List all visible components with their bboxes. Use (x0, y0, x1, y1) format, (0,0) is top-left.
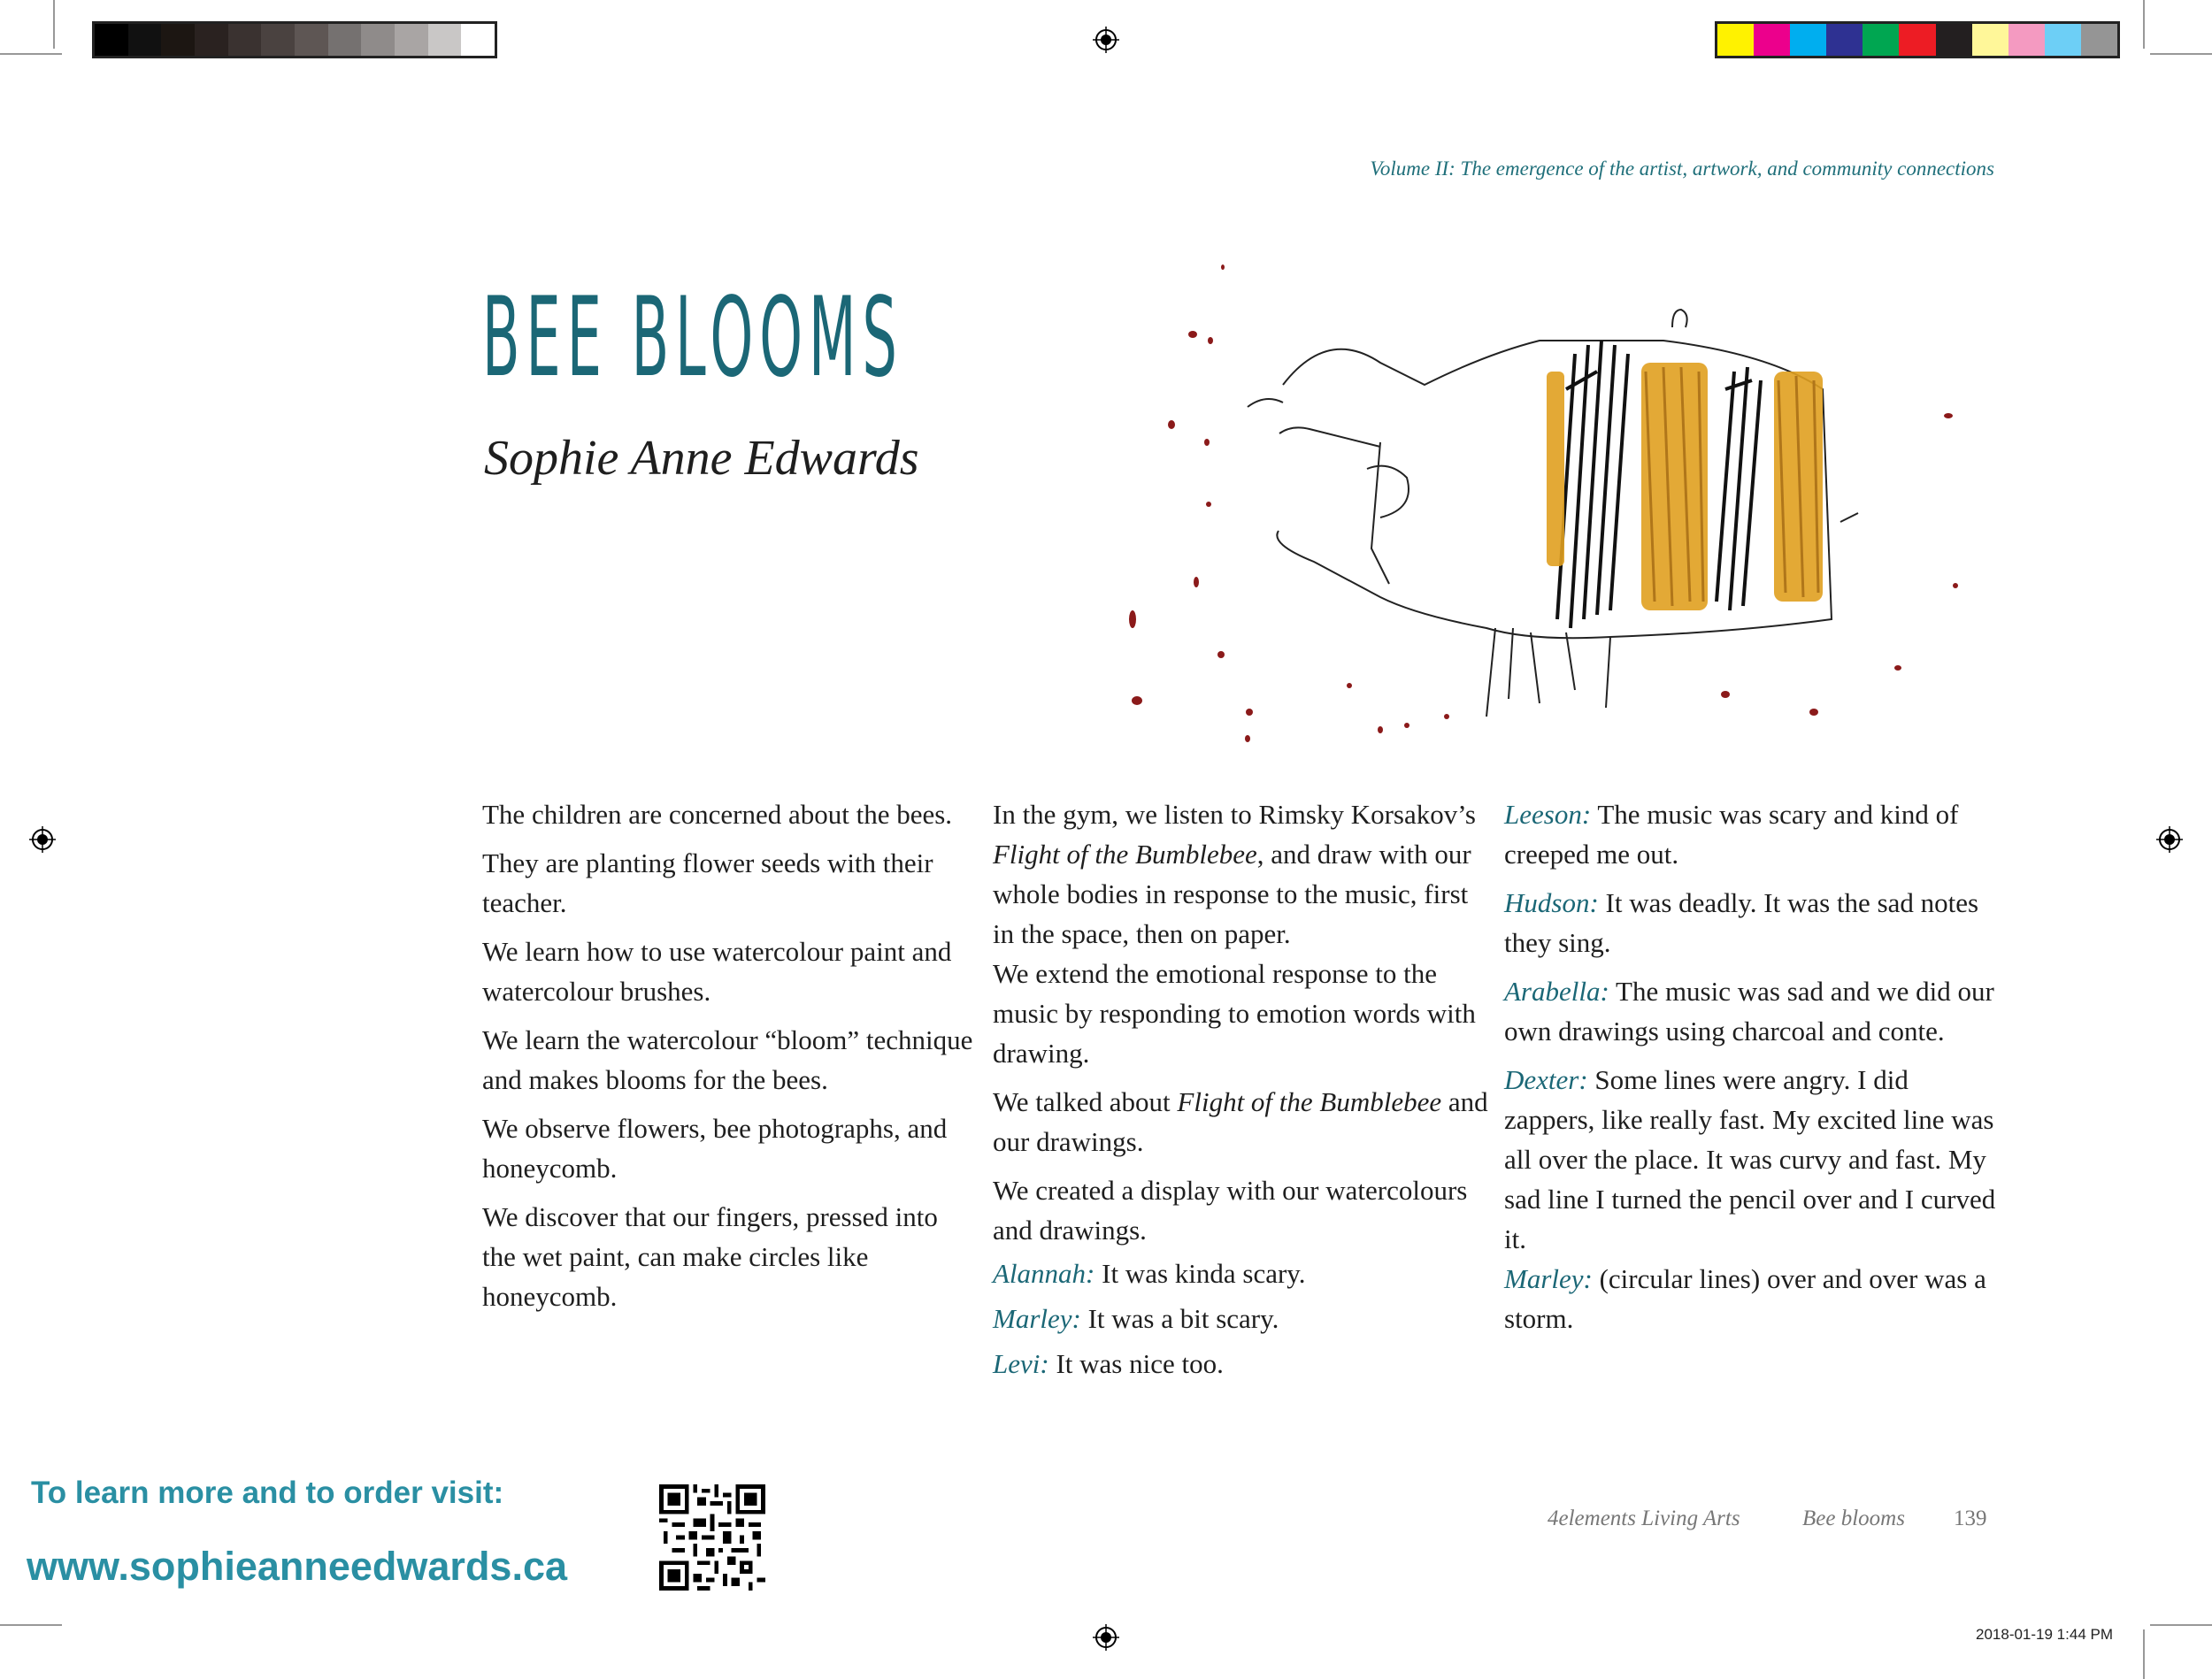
color-swatch (1972, 24, 2008, 56)
quote-text: It was kinda scary. (1094, 1258, 1306, 1289)
work-title: Flight of the Bumblebee (993, 839, 1257, 870)
registration-mark-icon (1093, 1624, 1119, 1651)
quote (993, 1299, 1493, 1338)
registration-mark-icon (2156, 826, 2183, 853)
speaker-name: Marley: (993, 1303, 1081, 1334)
color-swatch (1754, 24, 1790, 56)
registration-mark-icon (29, 826, 56, 853)
quote (1504, 794, 2000, 874)
print-timestamp: 2018-01-19 1:44 PM (1976, 1626, 2113, 1643)
qr-code-icon[interactable] (659, 1484, 765, 1591)
crop-mark (2150, 53, 2212, 55)
text-run: We talked about (993, 1086, 1178, 1117)
paragraph: We observe flowers, bee photographs, and honeycomb. (482, 1113, 948, 1184)
speaker-name: Dexter: (1504, 1064, 1588, 1095)
quote-text: The music was scary and kind of creeped me out. (1504, 799, 1959, 870)
color-swatch (128, 24, 162, 56)
bee-drawing-icon (1115, 257, 2000, 787)
color-swatch (1717, 24, 1754, 56)
quote-text: (circular lines) over and over was a storm. (1504, 1263, 1986, 1334)
color-swatch (161, 24, 195, 56)
learn-more-text: To learn more and to order visit: (31, 1476, 504, 1510)
color-swatch (95, 24, 128, 56)
text-column-2 (993, 794, 1493, 1392)
text-column-1 (482, 794, 973, 1325)
color-swatch (195, 24, 228, 56)
speaker-name: Leeson: (1504, 799, 1592, 830)
registration-mark-icon (1093, 27, 1119, 53)
quote (1504, 971, 2000, 1051)
color-swatch (1936, 24, 1972, 56)
paragraph: We discover that our fingers, pressed into the wet paint, can make circles like honeycomb. (482, 1201, 938, 1312)
quote (1504, 1259, 2000, 1338)
color-swatch (295, 24, 328, 56)
article-title: BEE BLOOMS (482, 274, 903, 402)
quote-text: It was a bit scary. (1080, 1303, 1279, 1334)
website-link[interactable]: www.sophieanneedwards.ca (27, 1544, 568, 1589)
quote-text: It was nice too. (1048, 1348, 1224, 1379)
text-run: In the gym, we listen to Rimsky Korsakov’s (993, 799, 1476, 830)
paragraph (993, 794, 1493, 954)
crop-mark (2143, 0, 2145, 49)
article-author: Sophie Anne Edwards (484, 431, 919, 486)
quote (1504, 883, 2000, 962)
footer-publication: 4elements Living Arts (1548, 1506, 1740, 1530)
grayscale-color-bar (92, 21, 497, 58)
paragraph: We learn the watercolour “bloom” technique and makes blooms for the bees. (482, 1024, 973, 1095)
color-swatch (428, 24, 462, 56)
speaker-name: Alannah: (993, 1258, 1095, 1289)
crop-mark (2143, 1629, 2145, 1679)
paragraph: We extend the emotional response to the music by responding to emotion words with drawing. (993, 958, 1476, 1069)
text-run: and our drawings. (993, 1086, 1488, 1157)
color-swatch (361, 24, 395, 56)
color-swatch (395, 24, 428, 56)
work-title: Flight of the Bumblebee (1177, 1086, 1442, 1117)
speaker-name: Hudson: (1504, 887, 1599, 918)
color-swatch (2008, 24, 2045, 56)
paragraph (993, 1082, 1493, 1162)
process-color-bar (1715, 21, 2120, 58)
speaker-name: Marley: (1504, 1263, 1593, 1294)
crop-mark (53, 0, 55, 49)
quote (1504, 1060, 2000, 1259)
color-swatch (1899, 24, 1935, 56)
color-swatch (228, 24, 262, 56)
paragraph: We learn how to use watercolour paint and watercolour brushes. (482, 936, 952, 1007)
running-head: Volume II: The emergence of the artist, artwork, and community connections (1370, 157, 1994, 180)
crop-mark (0, 1624, 62, 1626)
speaker-name: Levi: (993, 1348, 1049, 1379)
text-run: , and draw with our whole bodies in response to the music, first in the space, then on paper. (993, 839, 1471, 949)
color-swatch (328, 24, 362, 56)
page-number: 139 (1954, 1506, 1987, 1530)
quote-text: Some lines were angry. I did zappers, like really fast. My excited line was all over the place. It was curvy and fast. My sad line I turned the pencil over and I curved it. (1504, 1064, 1996, 1254)
color-swatch (1863, 24, 1899, 56)
paragraph: The children are concerned about the bees. (482, 799, 953, 830)
speaker-name: Arabella: (1504, 976, 1609, 1007)
quote (993, 1344, 1493, 1384)
quote-text: It was deadly. It was the sad notes they sing. (1504, 887, 1979, 958)
text-column-3 (1504, 794, 2000, 1347)
color-swatch (461, 24, 495, 56)
paragraph: They are planting flower seeds with their teacher. (482, 847, 933, 918)
quote (993, 1254, 1493, 1293)
color-swatch (2081, 24, 2117, 56)
crop-mark (2150, 1624, 2212, 1626)
color-swatch (261, 24, 295, 56)
color-swatch (2045, 24, 2081, 56)
crop-mark (0, 53, 62, 55)
quote-text: The music was sad and we did our own drawings using charcoal and conte. (1504, 976, 1994, 1046)
footer-section: Bee blooms (1802, 1506, 1905, 1530)
color-swatch (1790, 24, 1826, 56)
color-swatch (1826, 24, 1863, 56)
paragraph: We created a display with our watercolours and drawings. (993, 1175, 1468, 1246)
